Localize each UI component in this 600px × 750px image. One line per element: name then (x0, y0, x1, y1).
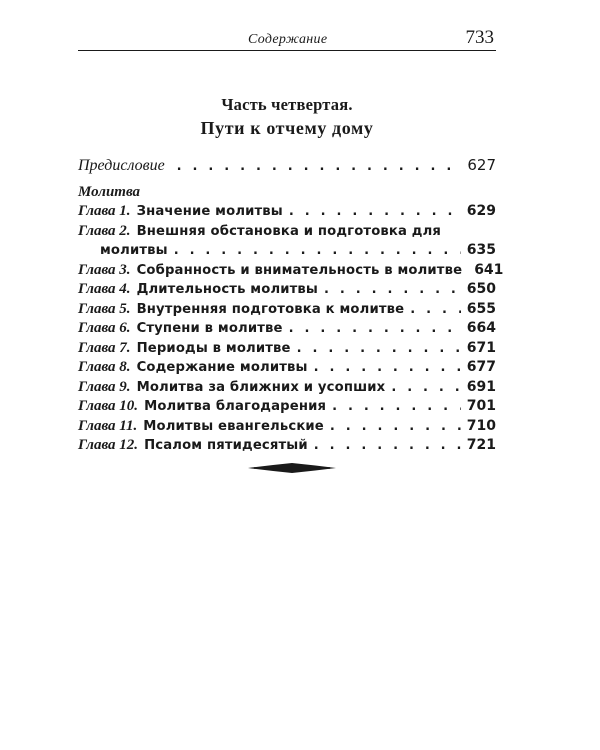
dot-leader (314, 436, 461, 456)
chapter-title: Ступени в молитве (136, 321, 283, 336)
chapter-label: Глава 12. (78, 437, 139, 453)
dot-leader (330, 417, 461, 437)
toc-entry-chapter[interactable] (78, 319, 496, 339)
chapter-page: 671 (466, 339, 496, 356)
chapter-page: 650 (466, 281, 496, 297)
dot-leader (332, 397, 461, 417)
chapter-title: Внешняя обстановка и подготовка для (136, 223, 442, 239)
dot-leader (297, 339, 461, 359)
toc-entry-title: Предисловие (78, 157, 165, 174)
chapter-title: Молитва за ближних и усопших (136, 379, 386, 395)
chapter-label: Глава 1. (78, 203, 131, 219)
part-subtitle: Пути к отчему дому (200, 118, 374, 138)
chapter-label: Глава 5. (78, 300, 131, 317)
chapter-page: 635 (466, 242, 496, 258)
chapter-label: Глава 7. (78, 339, 131, 356)
chapter-title: Молитва благодарения (144, 399, 327, 414)
toc-entry-chapter[interactable] (78, 436, 496, 456)
toc-entry-chapter[interactable] (78, 358, 496, 378)
chapter-page: 629 (466, 203, 496, 219)
chapter-title: Значение молитвы (136, 204, 283, 219)
page-number: 733 (465, 27, 494, 48)
dot-leader (177, 156, 462, 178)
chapter-list (78, 202, 504, 456)
table-of-contents (78, 154, 504, 456)
toc-page (78, 26, 504, 456)
chapter-page: 655 (466, 300, 496, 317)
chapter-page: 721 (466, 437, 496, 453)
toc-entry-chapter[interactable] (78, 261, 504, 281)
toc-entry-chapter[interactable] (78, 378, 496, 398)
toc-entry-chapter[interactable] (78, 202, 496, 222)
chapter-label: Глава 4. (78, 281, 131, 297)
toc-entry-chapter[interactable] (78, 339, 496, 359)
chapter-label: Глава 2. (78, 222, 131, 239)
dot-leader (289, 319, 461, 339)
chapter-page: 641 (474, 261, 504, 278)
chapter-page: 677 (466, 359, 496, 375)
running-header (78, 26, 496, 51)
chapter-page: 710 (466, 417, 496, 434)
chapter-title: Внутренняя подготовка к молитве (136, 301, 405, 317)
chapter-title-continuation: молитвы (100, 243, 168, 258)
decorative-rule-icon (248, 462, 336, 474)
dot-leader (324, 280, 461, 300)
chapter-label: Глава 10. (78, 398, 139, 414)
dot-leader (314, 358, 461, 378)
dot-leader (289, 202, 461, 222)
chapter-title: Периоды в молитве (136, 340, 291, 356)
toc-entry-preface[interactable] (78, 154, 496, 176)
chapter-label: Глава 9. (78, 378, 131, 395)
toc-entry-page: 627 (467, 156, 496, 174)
dot-leader (174, 241, 461, 261)
toc-entry-chapter[interactable] (78, 300, 496, 320)
chapter-title: Содержание молитвы (136, 360, 308, 375)
chapter-page: 664 (466, 320, 496, 336)
dot-leader (391, 378, 460, 398)
toc-entry-chapter[interactable] (78, 397, 496, 417)
chapter-label: Глава 6. (78, 320, 131, 336)
chapter-title: Собранность и внимательность в молитве (136, 262, 463, 278)
chapter-title: Псалом пятидесятый (144, 438, 308, 453)
section-heading: Молитва (78, 184, 141, 200)
toc-entry-continuation[interactable] (78, 241, 496, 261)
chapter-title: Молитвы евангельские (143, 418, 324, 434)
toc-entry-chapter[interactable] (78, 417, 496, 437)
running-title: Содержание (248, 32, 328, 47)
part-heading: Часть четвертая. (221, 95, 353, 114)
toc-entry-chapter[interactable] (78, 222, 496, 242)
dot-leader (410, 300, 461, 320)
chapter-label: Глава 3. (78, 261, 131, 278)
chapter-label: Глава 8. (78, 359, 131, 375)
chapter-page: 691 (466, 378, 496, 395)
chapter-page: 701 (466, 398, 496, 414)
chapter-title: Длительность молитвы (136, 282, 319, 297)
toc-entry-chapter[interactable] (78, 280, 496, 300)
chapter-label: Глава 11. (78, 417, 138, 434)
